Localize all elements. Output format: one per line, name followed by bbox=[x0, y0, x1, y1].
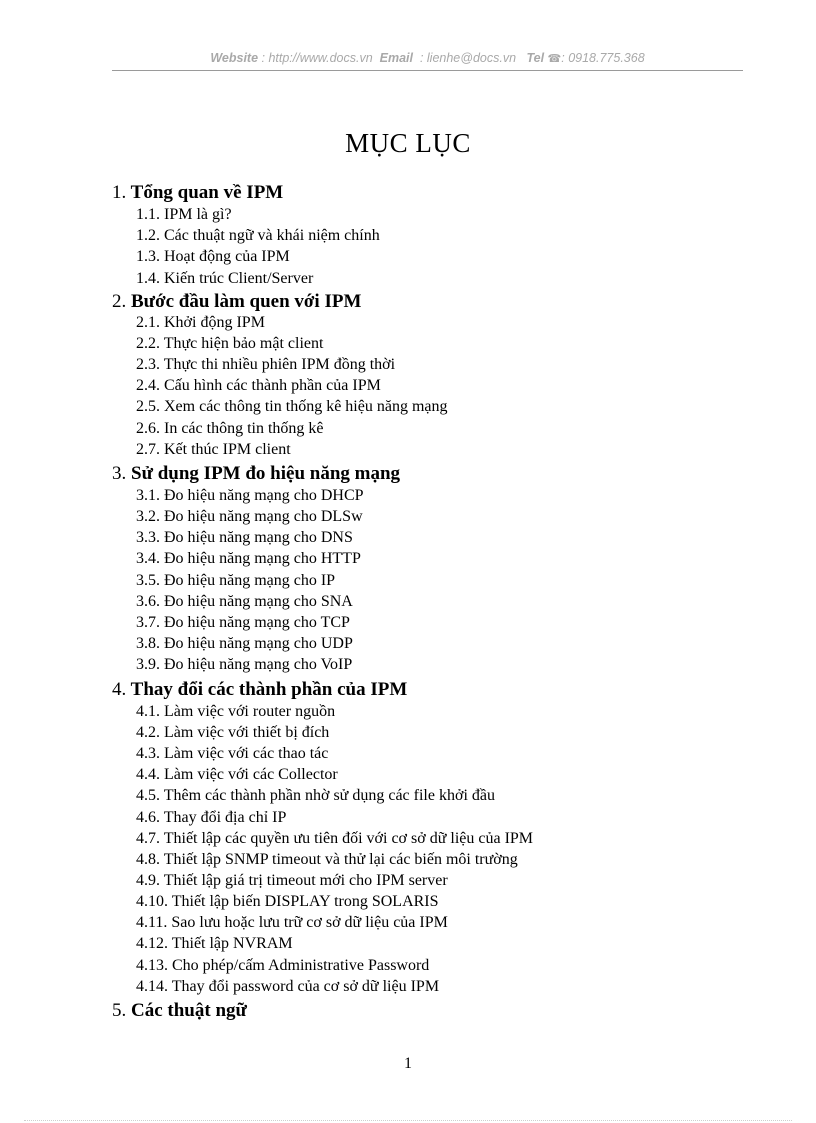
toc-subsection-item bbox=[136, 936, 293, 952]
toc-item-text: Làm việc với router nguồn bbox=[164, 703, 336, 720]
toc-item-text: Đo hiệu năng mạng cho IP bbox=[164, 572, 336, 589]
page-number: 1 bbox=[404, 1055, 412, 1072]
toc-item-number: 2.4. bbox=[136, 377, 160, 394]
toc-item-text: Thay đổi địa chỉ IP bbox=[163, 809, 287, 826]
header-divider bbox=[112, 70, 743, 71]
toc-item-text: Sao lưu hoặc lưu trữ cơ sở dữ liệu của IPM bbox=[171, 914, 448, 931]
toc-item-text: Làm việc với thiết bị đích bbox=[164, 724, 330, 741]
toc-item-number: 1.1. bbox=[136, 206, 160, 223]
toc-item-number: 3.7. bbox=[136, 614, 160, 631]
toc-item-number: 2.2. bbox=[136, 335, 160, 352]
toc-subsection-item bbox=[136, 509, 363, 525]
toc-subsection-item bbox=[136, 442, 291, 458]
toc-item-text: Làm việc với các thao tác bbox=[164, 745, 329, 762]
toc-subsection-item bbox=[136, 336, 323, 352]
toc-item-number: 4.11. bbox=[136, 914, 168, 931]
toc-subsection-item bbox=[136, 636, 353, 652]
toc-subsection-item bbox=[136, 378, 381, 394]
toc-item-number: 4.3. bbox=[136, 745, 160, 762]
toc-item-text: Khởi động IPM bbox=[164, 314, 265, 331]
toc-item-text: Đo hiệu năng mạng cho SNA bbox=[164, 593, 353, 610]
toc-subsection-item bbox=[136, 399, 447, 415]
toc-item-number: 4.1. bbox=[136, 703, 160, 720]
toc-subsection-item bbox=[136, 421, 324, 437]
toc-item-number: 3.4. bbox=[136, 550, 160, 567]
toc-section-item bbox=[112, 680, 407, 699]
toc-subsection-item bbox=[136, 657, 352, 673]
website-value: : http://www.docs.vn bbox=[261, 51, 373, 65]
toc-subsection-item bbox=[136, 551, 361, 567]
toc-section-item bbox=[112, 1001, 247, 1020]
toc-subsection-item bbox=[136, 573, 335, 589]
toc-item-text: Cho phép/cấm Administrative Password bbox=[172, 957, 430, 974]
toc-subsection-item bbox=[136, 249, 290, 265]
toc-item-number: 4.8. bbox=[136, 851, 160, 868]
toc-item-number: 2.6. bbox=[136, 420, 160, 437]
toc-item-number: 3. bbox=[112, 463, 127, 484]
toc-subsection-item bbox=[136, 615, 350, 631]
toc-item-number: 2.1. bbox=[136, 314, 160, 331]
toc-item-text: Các thuật ngữ bbox=[131, 1000, 247, 1021]
toc-item-number: 2.7. bbox=[136, 441, 160, 458]
toc-item-number: 4.4. bbox=[136, 766, 160, 783]
toc-item-number: 1.2. bbox=[136, 227, 160, 244]
email-value: : lienhe@docs.vn bbox=[419, 51, 517, 65]
toc-item-number: 5. bbox=[112, 1000, 127, 1021]
toc-subsection-item bbox=[136, 852, 518, 868]
page-header bbox=[112, 51, 743, 65]
toc-item-number: 4.13. bbox=[136, 957, 168, 974]
toc-item-number: 4.7. bbox=[136, 830, 160, 847]
toc-item-text: Đo hiệu năng mạng cho DHCP bbox=[164, 487, 364, 504]
toc-item-text: Hoạt động của IPM bbox=[164, 248, 290, 265]
toc-item-number: 4.14. bbox=[136, 978, 168, 995]
toc-item-text: Xem các thông tin thống kê hiệu năng mạng bbox=[164, 398, 448, 415]
toc-item-text: Thay đổi password của cơ sở dữ liệu IPM bbox=[171, 978, 440, 995]
toc-item-text: Thay đổi các thành phần của IPM bbox=[130, 679, 408, 700]
toc-item-text: Đo hiệu năng mạng cho UDP bbox=[164, 635, 353, 652]
toc-subsection-item bbox=[136, 315, 265, 331]
toc-item-number: 3.5. bbox=[136, 572, 160, 589]
toc-section-item bbox=[112, 464, 400, 483]
toc-item-text: Làm việc với các Collector bbox=[164, 766, 338, 783]
toc-item-text: Thêm các thành phần nhờ sử dụng các file khởi đầu bbox=[163, 787, 495, 804]
toc-item-number: 4.9. bbox=[136, 872, 160, 889]
toc-item-text: Thực thi nhiều phiên IPM đồng thời bbox=[163, 356, 396, 373]
tel-label: Tel bbox=[526, 51, 545, 65]
toc-item-text: Kết thúc IPM client bbox=[164, 441, 291, 458]
toc-item-text: Kiến trúc Client/Server bbox=[164, 270, 314, 287]
toc-item-number: 4.12. bbox=[136, 935, 168, 952]
toc-item-number: 1.3. bbox=[136, 248, 160, 265]
toc-subsection-item bbox=[136, 357, 395, 373]
toc-item-text: Thiết lập giá trị timeout mới cho IPM server bbox=[163, 872, 448, 889]
toc-subsection-item bbox=[136, 810, 286, 826]
toc-subsection-item bbox=[136, 704, 335, 720]
toc-item-number: 4.10. bbox=[136, 893, 168, 910]
toc-item-text: Cấu hình các thành phần của IPM bbox=[164, 377, 381, 394]
toc-item-number: 3.8. bbox=[136, 635, 160, 652]
toc-item-number: 4. bbox=[112, 679, 127, 700]
toc-subsection-item bbox=[136, 894, 439, 910]
toc-subsection-item bbox=[136, 915, 448, 931]
toc-section-item bbox=[112, 183, 283, 202]
toc-item-text: Đo hiệu năng mạng cho HTTP bbox=[164, 550, 361, 567]
toc-subsection-item bbox=[136, 488, 364, 504]
toc-item-text: Thiết lập các quyền ưu tiên đối với cơ sở dữ liệu của IPM bbox=[163, 830, 534, 847]
toc-item-number: 2.3. bbox=[136, 356, 160, 373]
toc-item-text: Các thuật ngữ và khái niệm chính bbox=[164, 227, 380, 244]
toc-subsection-item bbox=[136, 271, 313, 287]
toc-item-number: 2. bbox=[112, 291, 127, 312]
toc-item-number: 3.2. bbox=[136, 508, 160, 525]
toc-item-text: Đo hiệu năng mạng cho DNS bbox=[164, 529, 353, 546]
toc-item-text: IPM là gì? bbox=[164, 206, 232, 223]
email-label: Email bbox=[379, 51, 413, 65]
toc-subsection-item bbox=[136, 788, 495, 804]
toc-subsection-item bbox=[136, 873, 448, 889]
toc-subsection-item bbox=[136, 767, 338, 783]
toc-item-text: Sử dụng IPM đo hiệu năng mạng bbox=[131, 463, 401, 484]
website-label: Website bbox=[210, 51, 259, 65]
toc-item-text: Đo hiệu năng mạng cho VoIP bbox=[164, 656, 353, 673]
toc-subsection-item bbox=[136, 831, 533, 847]
toc-item-number: 3.9. bbox=[136, 656, 160, 673]
toc-item-text: Thiết lập NVRAM bbox=[171, 935, 293, 952]
toc-subsection-item bbox=[136, 725, 329, 741]
toc-item-number: 3.3. bbox=[136, 529, 160, 546]
page-title: MỤC LỤC bbox=[345, 128, 471, 158]
toc-item-text: Thiết lập biến DISPLAY trong SOLARIS bbox=[171, 893, 439, 910]
toc-item-text: Thực hiện bảo mật client bbox=[163, 335, 324, 352]
toc-subsection-item bbox=[136, 530, 353, 546]
toc-item-text: In các thông tin thống kê bbox=[164, 420, 324, 437]
toc-subsection-item bbox=[136, 746, 328, 762]
phone-icon: ☎ bbox=[547, 53, 562, 65]
toc-item-number: 3.1. bbox=[136, 487, 160, 504]
toc-subsection-item bbox=[136, 958, 429, 974]
toc-section-item bbox=[112, 292, 361, 311]
toc-subsection-item bbox=[136, 979, 439, 995]
toc-item-number: 4.5. bbox=[136, 787, 160, 804]
toc-item-text: Đo hiệu năng mạng cho DLSw bbox=[164, 508, 363, 525]
toc-item-text: Đo hiệu năng mạng cho TCP bbox=[164, 614, 350, 631]
toc-item-text: Tổng quan về IPM bbox=[130, 182, 284, 203]
toc-item-number: 3.6. bbox=[136, 593, 160, 610]
toc-item-number: 1. bbox=[112, 182, 127, 203]
footer-divider bbox=[24, 1120, 792, 1121]
toc-item-number: 4.6. bbox=[136, 809, 160, 826]
toc-subsection-item bbox=[136, 207, 232, 223]
toc-subsection-item bbox=[136, 228, 380, 244]
toc-subsection-item bbox=[136, 594, 353, 610]
toc-item-number: 1.4. bbox=[136, 270, 160, 287]
toc-item-number: 4.2. bbox=[136, 724, 160, 741]
toc-item-text: Bước đầu làm quen với IPM bbox=[131, 291, 362, 312]
toc-item-number: 2.5. bbox=[136, 398, 160, 415]
toc-item-text: Thiết lập SNMP timeout và thử lại các biến môi trường bbox=[163, 851, 518, 868]
tel-value: : 0918.775.368 bbox=[561, 51, 645, 65]
